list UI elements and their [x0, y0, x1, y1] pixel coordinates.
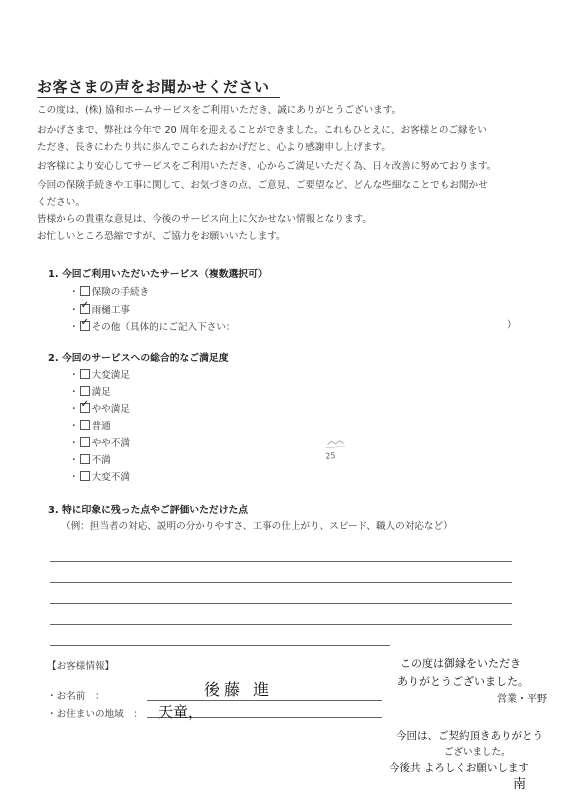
option-label: やや満足 — [91, 404, 130, 415]
q2-option[interactable]: ・✓ やや満足 — [69, 401, 130, 415]
q1-option-gutter[interactable]: ・✓ 雨樋工事 — [69, 302, 130, 316]
q2-option[interactable]: ・ 満足 — [69, 387, 111, 398]
hand-line: 今回は、ご契約頂きありがとう — [396, 730, 543, 742]
intro-line: 今回の保険手続きや工事に関して、お気づきの点、ご意見、ご要望など、どんな些細なことでもお聞かせ — [37, 180, 488, 191]
q2-option[interactable]: ・ 不満 — [69, 455, 111, 466]
checkbox[interactable] — [80, 420, 90, 430]
comment-line — [50, 582, 512, 583]
comment-line — [50, 624, 512, 625]
title-underline — [37, 97, 280, 98]
option-label: 大変満足 — [91, 370, 130, 381]
customer-area: 天童， — [158, 703, 204, 721]
checkbox-checked[interactable] — [80, 321, 90, 331]
question-3-label: 3. 特に印象に残った点やご評価いただけた点 — [48, 505, 249, 516]
area-label: ・お住まいの地域 ： — [47, 709, 143, 720]
q2-option[interactable]: ・ やや不満 — [69, 438, 130, 449]
question-1-label: 1. 今回ご利用いただいたサービス（複数選択可） — [48, 269, 268, 280]
hand-signature: 南 — [513, 777, 527, 792]
intro-line: お客様により安心してサービスをご利用いただき、心からご満足いただく為、日々改善に努めております。 — [37, 161, 497, 172]
customer-name: 後藤 進 — [204, 680, 274, 699]
option-label: その他（具体的にご記入下さい： — [91, 322, 236, 333]
q2-option[interactable]: ・ 普通 — [69, 421, 111, 432]
hand-line: ございました。 — [444, 747, 511, 758]
option-label: 大変不満 — [91, 472, 130, 483]
checkbox[interactable] — [80, 386, 90, 396]
hand-line: ありがとうございました。 — [397, 675, 529, 688]
name-label: ・お名前 ： — [47, 691, 105, 702]
question-2-label: 2. 今回のサービスへの総合的なご満足度 — [48, 353, 229, 364]
intro-line: この度は、(株) 協和ホームサービスをご利用いただき、誠にありがとうございます。 — [37, 105, 402, 116]
q2-option[interactable]: ・ 大変満足 — [69, 370, 130, 381]
date-stamp — [321, 437, 351, 465]
comment-line — [50, 603, 512, 604]
customer-info-header: 【お客様情報】 — [47, 661, 115, 672]
q1-other-close-paren: ） — [507, 320, 517, 331]
checkbox-checked[interactable] — [80, 403, 90, 413]
question-3-hint: （例：担当者の対応、説明の分かりやすさ、工事の仕上がり、スピード、職人の対応など） — [61, 521, 453, 532]
comment-line — [50, 645, 390, 646]
checkbox-checked[interactable] — [80, 304, 90, 314]
intro-line: ただき、長きにわたり共に歩んでこられたおかげだと、心より感謝申し上げます。 — [37, 142, 391, 153]
option-label: 不満 — [91, 455, 111, 466]
checkbox[interactable] — [80, 369, 90, 379]
option-label: やや不満 — [91, 438, 130, 449]
hand-line: この度は御縁をいただき — [400, 657, 521, 670]
checkbox[interactable] — [80, 437, 90, 447]
stamp-number: 25 — [325, 451, 336, 461]
intro-line: ください。 — [37, 197, 85, 208]
intro-line: 皆様からの貴重な意見は、今後のサービス向上に欠かせない情報となります。 — [37, 214, 373, 225]
q2-option[interactable]: ・ 大変不満 — [69, 472, 130, 483]
option-label: 保険の手続き — [91, 287, 150, 298]
q1-option-insurance[interactable]: ・ 保険の手続き — [69, 287, 150, 298]
checkbox[interactable] — [80, 454, 90, 464]
option-label: 満足 — [91, 387, 111, 398]
checkbox[interactable] — [80, 471, 90, 481]
option-label: 普通 — [91, 421, 111, 432]
hand-signature: 営業・平野 — [497, 694, 547, 705]
intro-line: お忙しいところ恐縮ですが、ご協力をお願いいたします。 — [37, 231, 286, 242]
intro-line: おかげさまで、弊社は今年で 20 周年を迎えることができました。これもひとえに、お客様とのご縁をい — [37, 125, 487, 136]
hand-line: 今後共 よろしくお願いします — [389, 762, 529, 774]
option-label: 雨樋工事 — [91, 305, 130, 316]
comment-line — [50, 561, 512, 562]
q1-option-other[interactable]: ・✓ その他（具体的にご記入下さい： — [69, 319, 236, 333]
survey-title: お客さまの声をお聞かせください — [37, 78, 270, 96]
checkbox[interactable] — [80, 286, 90, 296]
